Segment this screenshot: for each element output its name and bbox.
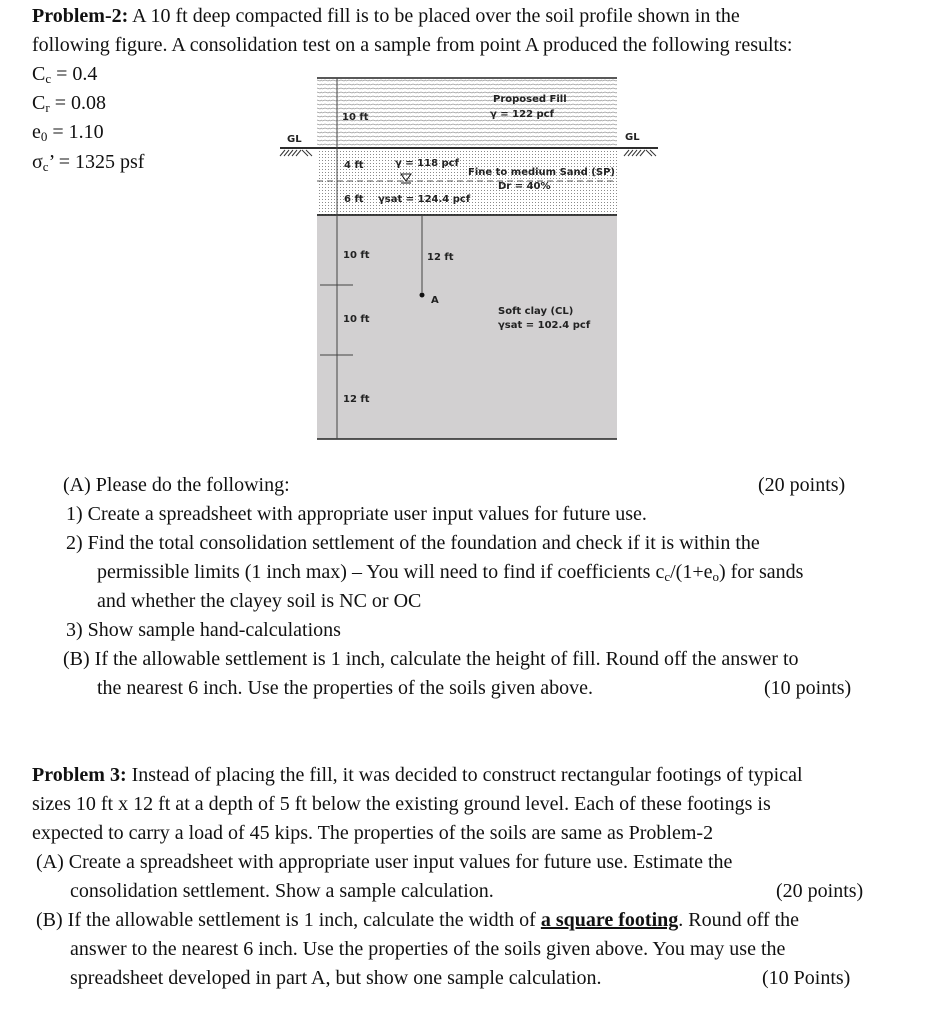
svg-text:12 ft: 12 ft bbox=[427, 252, 454, 263]
svg-text:GL: GL bbox=[287, 134, 302, 145]
problem2-item-1: 1) Create a spreadsheet with appropriate user input values for future use. bbox=[66, 503, 647, 525]
problem2-partA-points: (20 points) bbox=[758, 474, 846, 496]
problem3-partB-line1: (B) If the allowable settlement is 1 inch, calculate the width of a square footing. Round off the bbox=[36, 909, 799, 931]
svg-text:Fine to medium Sand (SP): Fine to medium Sand (SP) bbox=[468, 167, 615, 178]
problem3-line2: sizes 10 ft x 12 ft at a depth of 5 ft below the existing ground level. Each of these footings is bbox=[32, 793, 771, 815]
problem2-heading: Problem-2: bbox=[32, 5, 129, 27]
svg-text:A: A bbox=[431, 295, 439, 306]
svg-text:10 ft: 10 ft bbox=[343, 250, 370, 261]
svg-text:Soft clay (CL): Soft clay (CL) bbox=[498, 306, 574, 317]
sand-layer bbox=[317, 149, 617, 215]
problem2-partA-label: (A) Please do the following: bbox=[63, 474, 290, 496]
problem2-intro-line2: following figure. A consolidation test on a sample from point A produced the following results: bbox=[32, 34, 793, 56]
param-cc: $C_c = 0.4$ bbox=[32, 63, 98, 86]
problem2-item-2: 2) Find the total consolidation settlement of the foundation and check if it is within the bbox=[66, 532, 760, 554]
problem2-item-2-cont2: and whether the clayey soil is NC or OC bbox=[97, 590, 422, 612]
ground-hatch-right-icon bbox=[624, 150, 656, 156]
problem2-partB-points: (10 points) bbox=[764, 677, 852, 699]
svg-text:γ = 122 pcf: γ = 122 pcf bbox=[490, 109, 554, 120]
problem2-intro-line1: Problem-2: A 10 ft deep compacted fill is to be placed over the soil profile shown in the bbox=[32, 5, 740, 27]
svg-text:Dr = 40%: Dr = 40% bbox=[498, 181, 551, 192]
svg-text:γ = 118 pcf: γ = 118 pcf bbox=[395, 158, 459, 169]
svg-text:4 ft: 4 ft bbox=[344, 160, 364, 171]
problem3-heading: Problem 3: bbox=[32, 764, 127, 786]
problem3-partB-points: (10 Points) bbox=[762, 967, 851, 989]
svg-text:γsat = 124.4 pcf: γsat = 124.4 pcf bbox=[378, 194, 471, 205]
svg-text:10 ft: 10 ft bbox=[342, 112, 369, 123]
problem2-partB-line2: the nearest 6 inch. Use the properties of the soils given above. bbox=[97, 677, 593, 699]
problem2-partB-line1: (B) If the allowable settlement is 1 inch, calculate the height of fill. Round off the answer to bbox=[63, 648, 799, 670]
point-a-marker-icon bbox=[420, 293, 425, 298]
problem3-partA-points: (20 points) bbox=[776, 880, 864, 902]
problem3-partA-line2: consolidation settlement. Show a sample calculation. bbox=[70, 880, 494, 902]
square-footing-emphasis: a square footing bbox=[540, 909, 679, 931]
param-cr: $C_r = 0.08$ bbox=[32, 92, 106, 115]
svg-text:GL: GL bbox=[625, 132, 640, 143]
problem2-item-2-cont: permissible limits (1 inch max) – You will need to find if coefficients $c_c/(1+e_o)$ for sands bbox=[97, 561, 804, 584]
problem3-partB-line3: spreadsheet developed in part A, but show one sample calculation. bbox=[70, 967, 602, 989]
problem3-partA-line1: (A) Create a spreadsheet with appropriate user input values for future use. Estimate the bbox=[36, 851, 733, 873]
problem2-item-3: 3) Show sample hand-calculations bbox=[66, 619, 341, 641]
svg-text:γsat = 102.4 pcf: γsat = 102.4 pcf bbox=[498, 320, 591, 331]
svg-text:10 ft: 10 ft bbox=[343, 314, 370, 325]
problem3-partB-line2: answer to the nearest 6 inch. Use the properties of the soils given above. You may use the bbox=[70, 938, 786, 960]
svg-text:12 ft: 12 ft bbox=[343, 394, 370, 405]
problem3-line3: expected to carry a load of 45 kips. The properties of the soils are same as Problem-2 bbox=[32, 822, 714, 844]
problem3-line1: Problem 3: Instead of placing the fill, it was decided to construct rectangular footings of typical bbox=[32, 764, 803, 786]
param-sigma-c: $\sigma_c$’ = 1325 psf bbox=[32, 151, 145, 174]
svg-text:6 ft: 6 ft bbox=[344, 194, 364, 205]
ground-hatch-left-icon bbox=[280, 150, 312, 156]
svg-text:Proposed Fill: Proposed Fill bbox=[493, 94, 567, 105]
soil-profile-figure bbox=[250, 70, 670, 445]
param-e0: $e_0 = 1.10$ bbox=[32, 121, 104, 144]
